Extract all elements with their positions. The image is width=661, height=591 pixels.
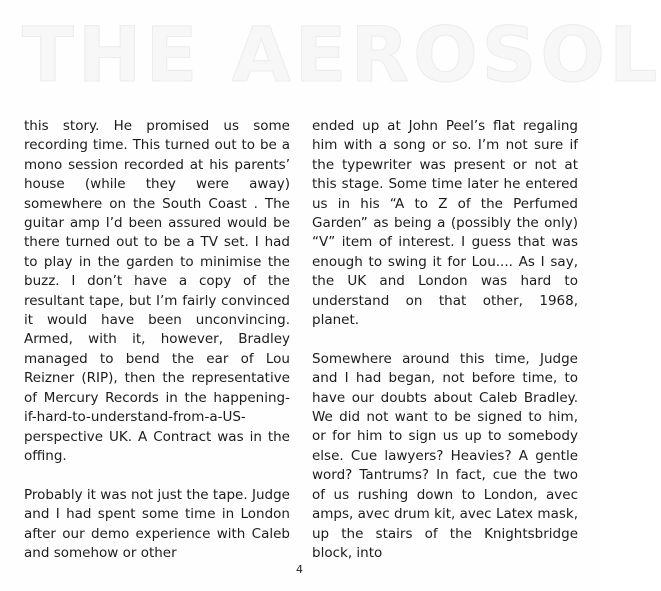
paragraph: Probably it was not just the tape. Judge and I had spent some time in London after our demo experience with Caleb and somehow or other	[24, 486, 290, 561]
paragraph: Somewhere around this time, Judge and I had began, not before time, to have our doubts about Caleb Bradley. We did not want to be signed to him, or for him to sign us up to somebody else. Cue lawyers? Heavies? A gentle word? Tantrums? In fact, cue the two of us rushing down to London, avec amps, avec drum kit, avec Latex mask, up the stairs of the Knightsbridge block, into	[312, 350, 578, 561]
text-column-left	[24, 117, 290, 563]
page-number: 4	[296, 563, 303, 576]
paragraph: this story. He promised us some recording time. This turned out to be a mono session recorded at his parents’ house (while they were away) somewhere on the South Coast . The guitar amp I’d been assured would be there turned out to be a TV set. I had to play in the garden to minimise the buzz. I don’t have a copy of the resultant tape, but I’m fairly convinced it would have been unconvincing. Armed, with it, however, Bradley managed to bend the ear of Lou Reizner (RIP), then the representative of Mercury Records in the happening-if-hard-to-understand-from-a-US-perspective UK. A Contract was in the offing.	[24, 118, 290, 464]
paragraph: ended up at John Peel’s flat regaling him with a song or so. I’m not sure if the typewriter was present or not at this stage. Some time later he entered us in his “A to Z of the Perfumed Garden” as being a (possibly the only) “V” item of interest. I guess that was enough to swing it for Lou.... As I say, the UK and London was hard to understand on that other, 1968, planet.	[312, 118, 578, 329]
text-column-right	[312, 117, 578, 563]
page-header-title: THE AEROSOL	[22, 10, 661, 99]
